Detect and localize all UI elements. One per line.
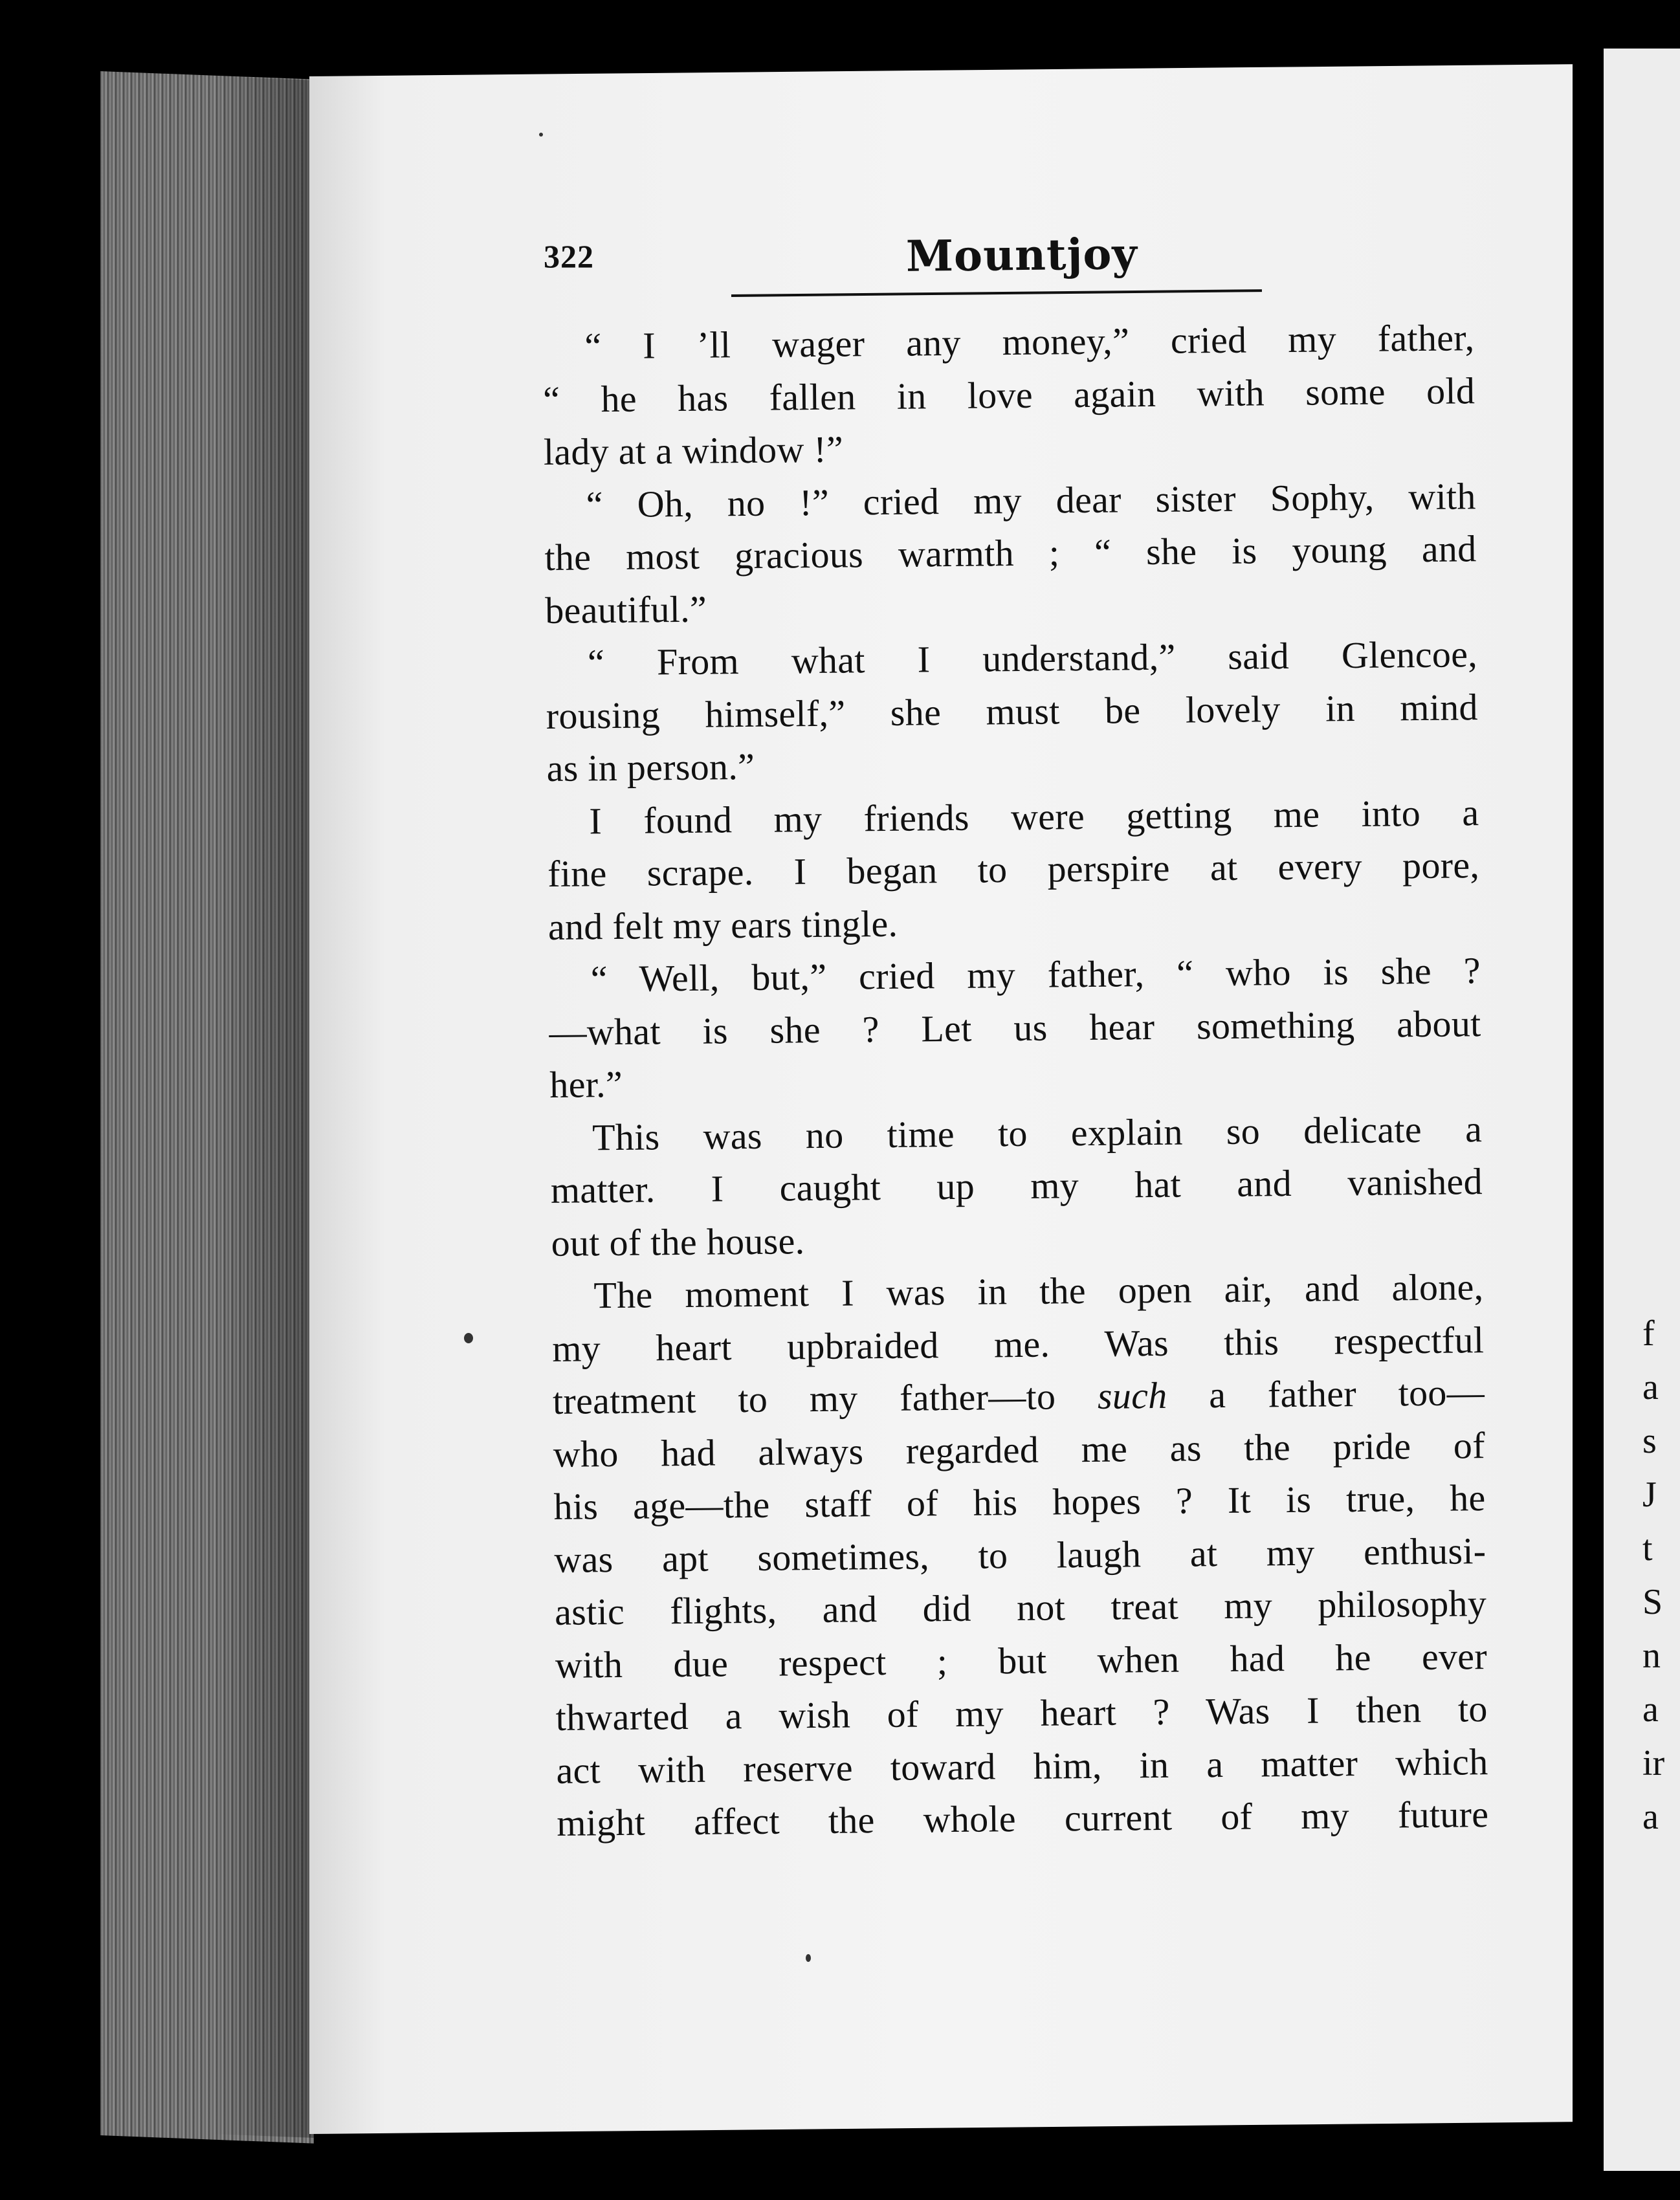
text-line: with due respect ; but when had he ever <box>555 1634 1488 1686</box>
text-line: out of the house. <box>551 1219 805 1264</box>
text-line: —what is she ? Let us hear something about <box>549 1002 1481 1053</box>
page-header <box>544 230 1275 307</box>
text-line: This was no time to explain so delicate a <box>591 1107 1483 1158</box>
next-page-letter: f <box>1642 1314 1655 1354</box>
next-page-letter: a <box>1642 1367 1659 1407</box>
text-segment: a father too— <box>1167 1371 1485 1416</box>
next-page-letter: J <box>1642 1475 1657 1515</box>
text-line: her.” <box>549 1062 623 1106</box>
text-line: thwarted a wish of my heart ? Was I then to <box>555 1688 1488 1739</box>
next-page-letter: t <box>1642 1528 1653 1568</box>
next-page-letter: a <box>1642 1797 1659 1837</box>
next-page-letter: ir <box>1642 1743 1665 1783</box>
text-line: might affect the whole current of my future <box>556 1793 1489 1844</box>
page-number: 322 <box>544 238 594 274</box>
text-line: my heart upbraided me. Was this respectful <box>551 1318 1485 1370</box>
header-rule <box>731 289 1262 297</box>
text-line: “ Well, but,” cried my father, “ who is she ? <box>590 949 1481 1000</box>
text-line: his age—the staff of his hopes ? It is true, he <box>553 1477 1486 1528</box>
text-line: rousing himself,” she must be lovely in mind <box>546 685 1479 737</box>
text-line: beautiful.” <box>544 588 707 632</box>
text-line <box>553 1366 1485 1427</box>
text-line: was apt sometimes, to laugh at my enthusi- <box>554 1529 1487 1581</box>
text-line: and felt my ears tingle. <box>547 902 898 948</box>
body-text <box>542 311 1489 1849</box>
text-line: fine scrape. I began to perspire at every pore, <box>547 844 1480 895</box>
text-line: matter. I caught up my hat and vanished <box>550 1160 1483 1211</box>
text-line: as in person.” <box>546 745 755 789</box>
text-line: “ he has fallen in love again with some old <box>542 369 1476 421</box>
text-line: astic flights, and did not treat my philosophy <box>554 1582 1487 1633</box>
text-line: I found my friends were getting me into a <box>589 791 1479 842</box>
dust-speck <box>806 1954 811 1962</box>
next-page-letter: n <box>1642 1636 1661 1676</box>
next-page-letter: a <box>1642 1689 1659 1730</box>
dust-speck <box>464 1333 473 1343</box>
next-page-letter: S <box>1642 1582 1663 1622</box>
text-segment: treatment to my father—to <box>552 1374 1098 1422</box>
text-line: “ I ’ll wager any money,” cried my father, <box>584 316 1475 368</box>
text-line: lady at a window !” <box>543 428 844 473</box>
text-line: the most gracious warmth ; “ she is young and <box>544 527 1477 578</box>
text-line: “ From what I understand,” said Glencoe, <box>587 633 1478 684</box>
next-page-letter: s <box>1642 1421 1657 1461</box>
dust-speck <box>539 133 543 137</box>
text-line: The moment I was in the open air, and alone, <box>593 1266 1484 1317</box>
italic-word: such <box>1097 1374 1167 1417</box>
running-title: Mountjoy <box>905 228 1138 281</box>
text-line: “ Oh, no !” cried my dear sister Sophy, with <box>586 474 1476 525</box>
text-line: act with reserve toward him, in a matter which <box>556 1740 1488 1792</box>
text-line: who had always regarded me as the pride of <box>553 1424 1486 1475</box>
